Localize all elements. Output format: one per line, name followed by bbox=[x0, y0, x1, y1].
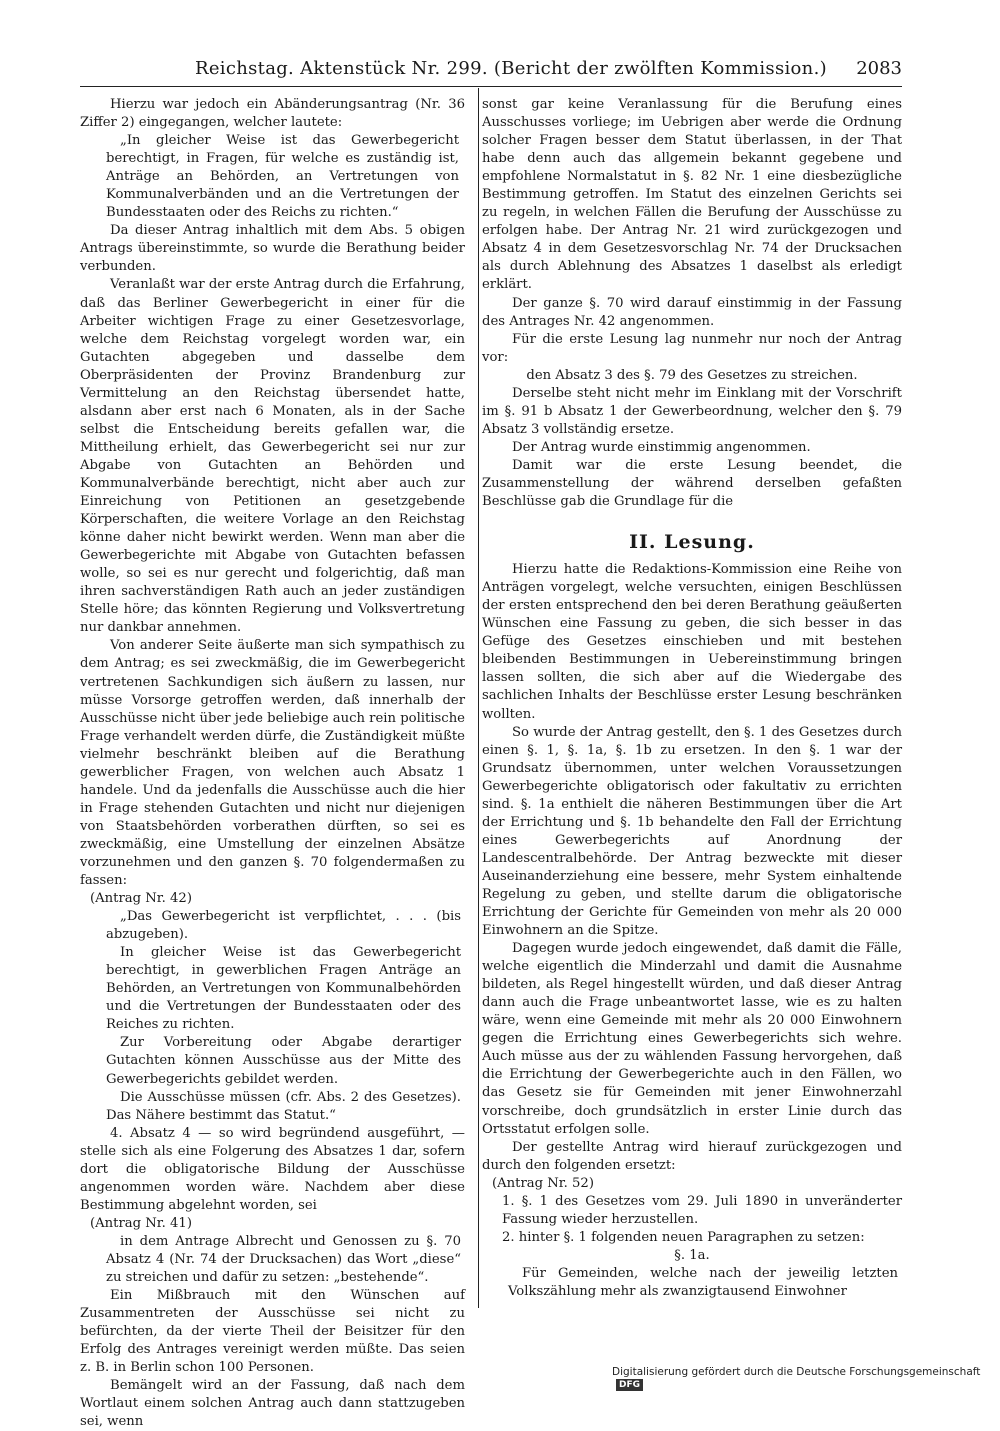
paragraph: 4. Absatz 4 — so wird begründend ausgeführt, — stelle sich als eine Folgerung des Absatzes 1 dar, sofern dort die obligatorische Bildung der Ausschüsse angenommen worden wäre. Nachdem aber diese Bestimmung abgelehnt worden, sei bbox=[80, 1125, 465, 1213]
dfg-logo: DFG bbox=[616, 1379, 643, 1391]
paragraph: Bemängelt wird an der Fassung, daß nach dem Wortlaut einem solchen Antrag auch dann stattzugeben sei, wenn bbox=[80, 1378, 465, 1430]
paragraph: Dagegen wurde jedoch eingewendet, daß damit die Fälle, welche eigentlich die Minderzahl und damit die Ausnahme bildeten, als Regel hingestellt würden, und daß dieser Antrag dann auch die Frage unbeantwortet lasse, wie es zu halten wäre, wenn eine Gemeinde mit mehr als 20 000 Einwohnern gegen die Errichtung eines Gewerbegerichts sich wehre. Auch müsse aus der zu wählenden Fassung hervorgehen, daß die Errichtung der Gewerbegerichte auch in den Fällen, wo das Gesetz sie für Gemeinden mit jener Einwohnerzahl vorschreibe, doch grundsätzlich in erster Linie durch das Ortsstatut erfolgen solle. bbox=[482, 941, 902, 1137]
paragraph: (Antrag Nr. 42) bbox=[90, 891, 192, 907]
paragraph: „In gleicher Weise ist das Gewerbegericht berechtigt, in Fragen, für welche es zuständig ist, Anträge an Behörden, an Vertretungen von Kommunalverbänden und an die Vertretungen der Bundesstaaten oder des Reichs zu richten.“ bbox=[106, 133, 459, 221]
header-rule bbox=[80, 86, 902, 87]
paragraph: Die Ausschüsse müssen (cfr. Abs. 2 des Gesetzes). Das Nähere bestimmt das Statut.“ bbox=[106, 1089, 461, 1123]
paragraph: Hierzu war jedoch ein Abänderungsantrag (Nr. 36 Ziffer 2) eingegangen, welcher lautete: bbox=[80, 97, 465, 131]
paragraph: Der ganze §. 70 wird darauf einstimmig in der Fassung des Antrages Nr. 42 angenommen. bbox=[482, 295, 902, 329]
page-header bbox=[80, 58, 902, 82]
paragraph: Derselbe steht nicht mehr im Einklang mit der Vorschrift im §. 91 b Absatz 1 der Gewerbeordnung, welcher den §. 79 Absatz 3 vollständig ersetze. bbox=[482, 385, 902, 437]
footer-credit bbox=[612, 1366, 1000, 1391]
paragraph: in dem Antrage Albrecht und Genossen zu §. 70 Absatz 4 (Nr. 74 der Drucksachen) das Wort „diese“ zu streichen und dafür zu setzen: „bestehende“. bbox=[106, 1233, 461, 1286]
page-number: 2083 bbox=[856, 58, 902, 79]
section-heading: II. Lesung. bbox=[629, 531, 755, 554]
paragraph: Zur Vorbereitung oder Abgabe derartiger Gutachten können Ausschüsse aus der Mitte des Gewerbegerichts gebildet werden. bbox=[106, 1035, 461, 1087]
paragraph: Da dieser Antrag inhaltlich mit dem Abs. 5 obigen Antrags übereinstimmte, so wurde die Berathung beider verbunden. bbox=[80, 223, 465, 275]
paragraph: 2. hinter §. 1 folgenden neuen Paragraphen zu setzen: bbox=[502, 1229, 865, 1245]
paragraph: den Absatz 3 des §. 79 des Gesetzes zu streichen. bbox=[526, 367, 858, 383]
paragraph: Von anderer Seite äußerte man sich sympathisch zu dem Antrag; es sei zweckmäßig, die im Gewerbegericht vertretenen Sachkundigen sich äußern zu lassen, nur müsse Vorsorge getroffen werden, daß innerhalb der Ausschüsse nicht über jede beliebige auch rein politische Frage verhandelt werden dürfe, die Zuständigkeit müßte vielmehr beschränkt bleiben auf die Berathung gewerblicher Fragen, von welchen auch Absatz 1 handele. Und da jedenfalls die Ausschüsse auch die hier in Frage stehenden Gutachten und nicht nur diejenigen von Staatsbehörden vorberathen dürften, so sei es zweckmäßig, eine Umstellung der einzelnen Absätze vorzunehmen und den ganzen §. 70 folgendermaßen zu fassen: bbox=[80, 638, 465, 889]
paragraph: §. 1a. bbox=[674, 1247, 710, 1263]
column-separator bbox=[478, 88, 479, 1308]
paragraph: sonst gar keine Veranlassung für die Berufung eines Ausschusses vorliege; im Uebrigen aber werde die Ordnung solcher Fragen besser dem Statut überlassen, in der That habe denn auch das allgemein bekannt gegebene und empfohlene Normalstatut in §. 82 Nr. 1 eine diesbezügliche Bestimmung getroffen. Im Statut des einzelnen Gerichts sei zu regeln, in welchen Fällen die Berufung der Ausschüsse zu erfolgen habe. Der Antrag Nr. 21 wird zurückgezogen und Absatz 4 in dem Gesetzesvorschlag Nr. 74 der Drucksachen als durch Ablehnung des Absatzes 1 daselbst als erledigt erklärt. bbox=[482, 97, 902, 293]
left-column bbox=[80, 96, 465, 1431]
paragraph: Der Antrag wurde einstimmig angenommen. bbox=[512, 439, 811, 455]
paragraph: Für Gemeinden, welche nach der jeweilig letzten Volkszählung mehr als zwanzigtausend Einwohner bbox=[508, 1265, 898, 1299]
paragraph: In gleicher Weise ist das Gewerbegericht berechtigt, in gewerblichen Fragen Anträge an Behörden, an Vertretungen von Kommunalbehörden und die Vertretungen der Bundesstaaten oder des Reiches zu richten. bbox=[106, 945, 461, 1033]
paragraph: Ein Mißbrauch mit den Wünschen auf Zusammentreten der Ausschüsse sei nicht zu befürchten, da der vierte Theil der Beisitzer für den Erfolg des Antrages vereinigt werden müßte. Das seien z. B. in Berlin schon 100 Personen. bbox=[80, 1288, 465, 1376]
paragraph: (Antrag Nr. 52) bbox=[492, 1175, 594, 1191]
paragraph: Der gestellte Antrag wird hierauf zurückgezogen und durch den folgenden ersetzt: bbox=[482, 1139, 902, 1173]
paragraph: Damit war die erste Lesung beendet, die Zusammenstellung der während derselben gefaßten Beschlüsse gab die Grundlage für die bbox=[482, 457, 902, 510]
paragraph: (Antrag Nr. 41) bbox=[90, 1215, 192, 1231]
footer-text: Digitalisierung gefördert durch die Deutsche Forschungsgemeinschaft bbox=[612, 1366, 981, 1378]
paragraph: So wurde der Antrag gestellt, den §. 1 des Gesetzes durch einen §. 1, §. 1a, §. 1b zu ersetzen. In den §. 1 war der Grundsatz übernommen, unter welchen Voraussetzungen Gewerbegerichte obligatorisch oder fakultativ zu errichten sind. §. 1a enthielt die näheren Bestimmungen über die Art der Errichtung und §. 1b behandelte den Fall der Errichtung eines Gewerbegerichts auf Anordnung der Landescentralbehörde. Der Antrag bezweckte mit dieser Auseinanderziehung eine bessere, mehr System einhaltende Regelung zu geben, und stellte darum die obligatorische Errichtung der Gerichte für Gemeinden von mehr als 20 000 Einwohnern an die Spitze. bbox=[482, 724, 902, 939]
paragraph: Veranlaßt war der erste Antrag durch die Erfahrung, daß das Berliner Gewerbegericht in einer für die Arbeiter wichtigen Frage zu einer Gesetzesvorlage, welche dem Reichstag vorgelegt worden war, ein Gutachten abgegeben und dasselbe dem Oberpräsidenten der Provinz Brandenburg zur Vermittelung an den Reichstag übersendet hatte, alsdann aber erst nach 6 Monaten, als in der Sache selbst die Entscheidung bereits gefallen war, die Mittheilung erhielt, das Gewerbegericht sei nur zur Abgabe von Gutachten an Behörden und Kommunalverbände berechtigt, nicht aber auch zur Einreichung von Petitionen an gesetzgebende Körperschaften, die weitere Vorlage an den Reichstag könne daher nicht bewirkt werden. Wenn man aber die Gewerbegerichte mit Abgabe von Gutachten befassen wolle, so sei es nur gerecht und folgerichtig, daß man ihren sachverständigen Rath auch an jeder zuständigen Stelle höre; das könnten Regierung und Volksvertretung nur dankbar annehmen. bbox=[80, 277, 465, 636]
header-title: Reichstag. Aktenstück Nr. 299. (Bericht der zwölften Kommission.) bbox=[195, 58, 827, 79]
right-column bbox=[482, 96, 902, 1301]
paragraph: Für die erste Lesung lag nunmehr nur noch der Antrag vor: bbox=[482, 331, 902, 365]
paragraph: „Das Gewerbegericht ist verpflichtet, . . . (bis abzugeben). bbox=[106, 909, 461, 943]
paragraph: Hierzu hatte die Redaktions-Kommission eine Reihe von Anträgen vorgelegt, welche versuchten, einigen Beschlüssen der ersten entsprechend den bei deren Berathung geäußerten Wünschen eine Fassung zu geben, die sich besser in das Gefüge des Gesetzes einschieben und mit bestehen bleibenden Bestimmungen in Uebereinstimmung bringen lassen sollten, die sich aber auf die Wiedergabe des sachlichen Inhalts der Beschlüsse erster Lesung beschränken wollten. bbox=[482, 562, 902, 722]
paragraph: 1. §. 1 des Gesetzes vom 29. Juli 1890 in unveränderter Fassung wieder herzustellen. bbox=[502, 1193, 902, 1227]
